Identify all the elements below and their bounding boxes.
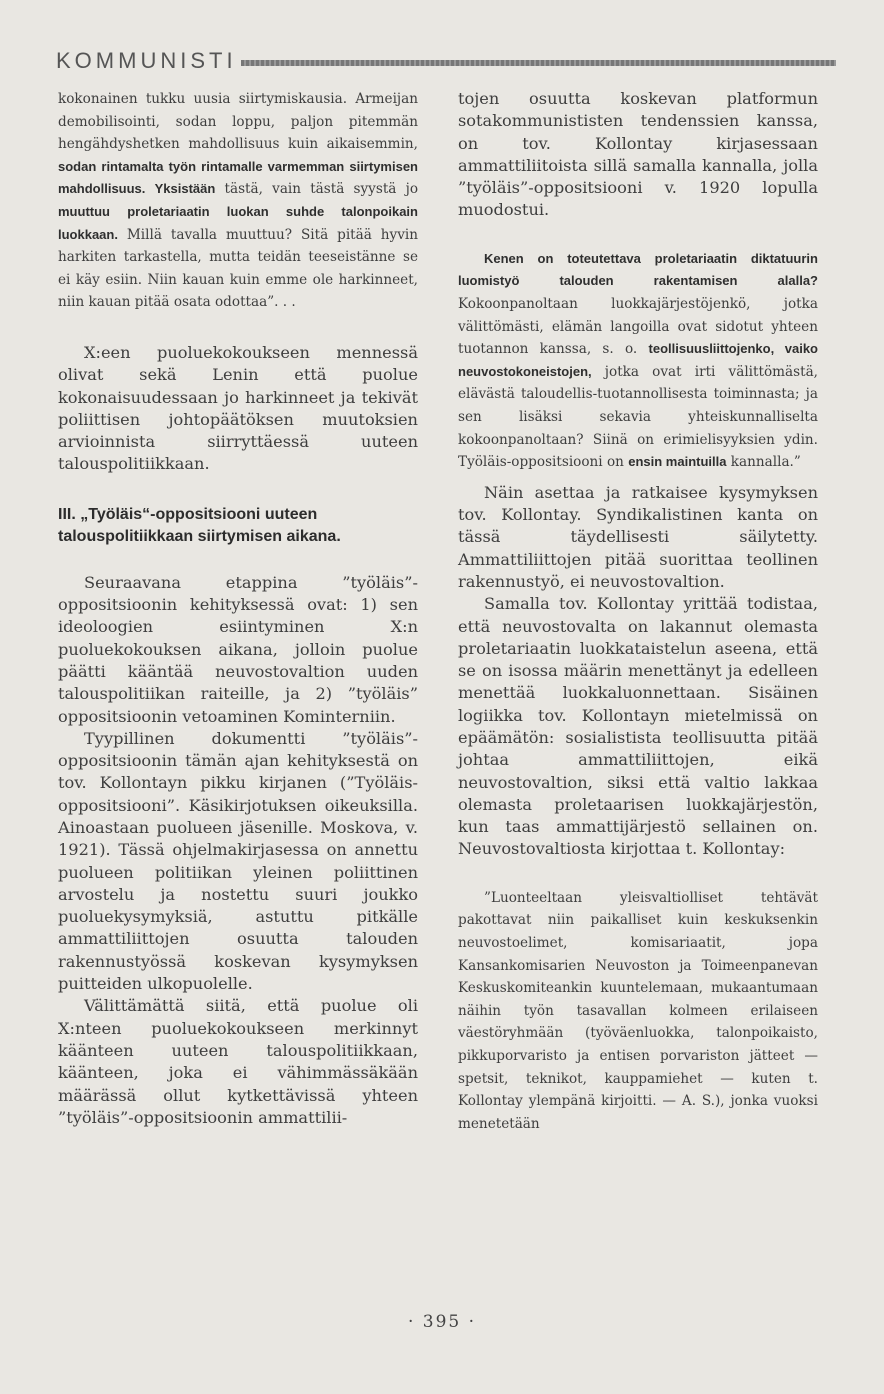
right-paragraph-3: Näin asettaa ja ratkaisee kysymyksen tov. Kollontay. Syndikalistinen kanta on tässä täydellisesti säilytetty. Ammattiliittojen pitää suorittaa teollinen rakennustyö, ei neuvostovaltion. (458, 482, 818, 591)
header-rule (241, 60, 836, 66)
bold-phrase: Kenen on toteutettava proletariaatin diktatuurin luomistyö talouden rakentamisen alalla? (458, 250, 818, 289)
bold-phrase: teollisuusliittojenko, vaiko neuvostokoneistojen, (458, 341, 818, 379)
bold-phrase: sodan rintamalta työn rintamalle varmemman siirtymisen mahdollisuus. (58, 158, 418, 197)
right-column (458, 88, 818, 1135)
right-paragraph-2: Kenen on toteutettava proletariaatin diktatuurin luomistyö talouden rakentamisen alalla? Kokoonpanoltaan luokkajärjestöjenkö, jotka välittömästi, elämän langoilla ovat sidotut yhteen tuotannon kanssa, s. o. teollisuusliittojenko, vaiko neuvostokoneistojen, jotka ovat irti välittömästä, elävästä taloudellis-tuotannollisesta toiminnasta; ja sen lisäksi sekavia yhteiskunnalliselta kokoonpanoltaan? Siinä on erimielisyyksien ydin. Työläis-oppositsiooni on ensin maintuilla kannalla.” (458, 250, 818, 471)
right-paragraph-1: tojen osuutta koskevan platformun sotakommunististen tendenssien kanssa, on tov. Kollontay kirjasessaan ammattiliitoista sillä samalla kannalla, jolla ”työläis”-oppositsiooni v. 1920 lopulla muodostui. (458, 89, 818, 220)
right-paragraph-4: Samalla tov. Kollontay yrittää todistaa, että neuvostovalta on lakannut olemasta proletariaatin luokkataistelun aseena, että se on isossa määrin menettänyt ja edelleen menettää luokkaluonnettaan. Sisäinen logiikka tov. Kollontayn mietelmissä on epäämätön: sosialistista teollisuutta pitää johtaa ammattiliittojen, eikä neuvostovaltion, siksi että valtio lakkaa olemasta proletaarisen luokkajärjestön, kun taas ammattijärjestö sellainen on. Neuvostovaltiosta kirjottaa t. Kollontay: (458, 594, 818, 859)
journal-title: KOMMUNISTI (56, 48, 237, 73)
page-number: · 395 · (407, 1312, 477, 1332)
bold-phrase: ensin maintuilla (628, 454, 727, 470)
left-paragraph-5: Välittämättä siitä, että puolue oli X:nteen puoluekokoukseen merkinnyt käänteen uuteen talouspolitiikkaan, käänteen, joka ei vähimmässäkään määrässä ollut kytkettävissä yhteen ”työläis”-oppositsioonin ammattilii- (58, 996, 418, 1127)
left-paragraph-2: X:een puoluekokoukseen mennessä olivat sekä Lenin että puolue kokonaisuudessaan jo harkinneet ja tekivät poliittisen johtopäätöksen muutoksien arvioinnista siirryttäessä uuteen talouspolitiikkaan. (58, 342, 418, 474)
left-column (58, 88, 418, 1129)
left-paragraph-1: kokonainen tukku uusia siirtymiskausia. Armeijan demobilisointi, sodan loppu, paljon pitemmän hengähdyshetken mahdollisuus kuin aikaisemmin, sodan rintamalta työn rintamalle varmemman siirtymisen mahdollisuus. Yksistään tästä, vain tästä syystä jo muuttuu proletariaatin luokan suhde talonpoikain luokkaan. Millä tavalla muuttuu? Sitä pitää hyvin harkiten tarkastella, mutta teidän teeseistänne se ei käy esiin. Niin kauan kuin emme ole harkinneet, niin kauan pitää osata odottaa”. . . (58, 91, 418, 311)
block-quote: ”Luonteeltaan yleisvaltiolliset tehtävät pakottavat niin paikalliset kuin keskuksenkin neuvostoelimet, komisariaatit, jopa Kansankomisarien Neuvoston ja Toimeenpanevan Keskuskomiteankin kuuntelemaan, mukaantumaan näihin työn tasavallan kolmeen erilaiseen väestöryhmään (työväenluokka, talonpoikaisto, pikkuporvaristo ja entisen porvariston jätteet — spetsit, teknikot, kauppamiehet — kuten t. Kollontay ylempänä kirjoitti. — A. S.), jonka vuoksi menetetään (458, 889, 818, 1132)
left-paragraph-3: Seuraavana etappina ”työläis”-oppositsioonin kehityksessä ovat: 1) sen ideoloogien esiintyminen X:n puoluekokouksen aikana, jolloin puolue päätti kääntää neuvostovaltion uuden talouspolitiikan raiteille, ja 2) ”työläis” oppositsioonin vetoaminen Kominterniin. (58, 572, 418, 726)
bold-phrase: muuttuu proletariaatin luokan suhde talonpoikain luokkaan. (58, 203, 418, 242)
section-heading: III. „Työläis“-oppositsiooni uuteen talouspolitiikkaan siirtymisen aikana. (58, 505, 341, 545)
bold-phrase: Yksistään (154, 181, 216, 197)
running-header (56, 46, 836, 76)
left-paragraph-4: Tyypillinen dokumentti ”työläis”-oppositsioonin tämän ajan kehityksestä on tov. Kollontayn pikku kirjanen (”Työläis-oppositsiooni”. Käsikirjotuksen oikeuksilla. Ainoastaan puolueen jäsenille. Moskova, v. 1921). Tässä ohjelmakirjasessa on annettu puolueen politiikan yleinen poliittinen arvostelu ja nostettu suuri joukko puoluekysymyksiä, astuttu pitkälle ammattiliittojen osuutta talouden rakennustyössä koskevan kysymyksen puitteiden ulkopuolelle. (58, 728, 418, 994)
